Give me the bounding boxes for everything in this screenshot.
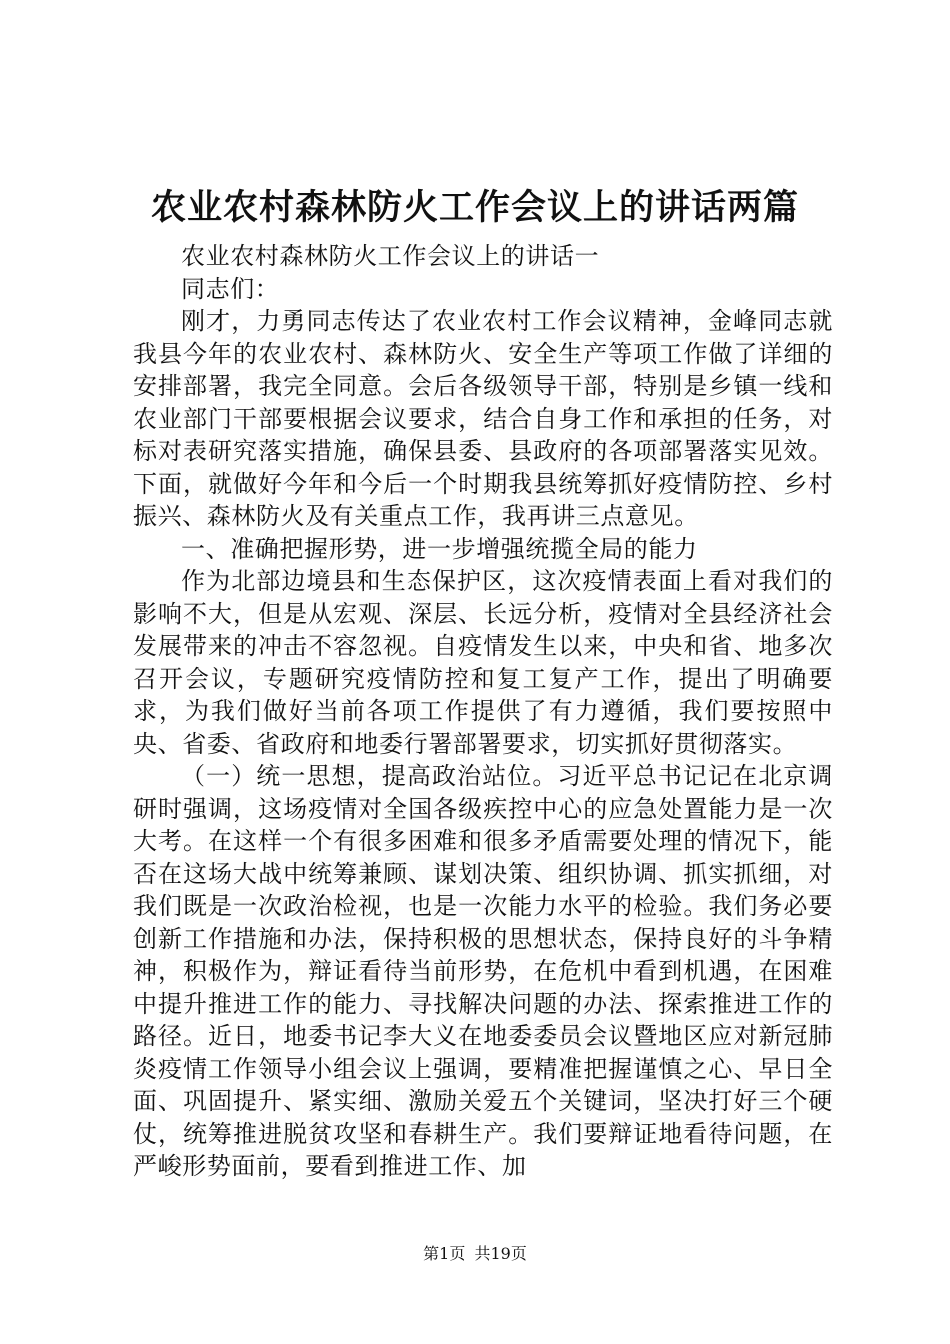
subtitle-paragraph: 农业农村森林防火工作会议上的讲话一	[181, 242, 600, 270]
body-paragraph: （一）统一思想，提高政治站位。习近平总书记记在北京调研时强调，这场疫情对全国各级疾控中心的应急处置能力是一次大考。在这样一个有很多困难和很多矛盾需要处理的情况下，能否在这场大战中统筹兼顾、谋划决策、组织协调、抓实抓细，对我们既是一次政治检视，也是一次能力水平的检验。我们务必要创新工作措施和办法，保持积极的思想状态，保持良好的斗争精神，积极作为，辩证看待当前形势，在危机中看到机遇，在困难中提升推进工作的能力、寻找解决问题的办法、探索推进工作的路径。近日，地委书记李大义在地委委员会议暨地区应对新冠肺炎疫情工作领导小组会议上强调，要精准把握谨慎之心、早日全面、巩固提升、紧实细、激励关爱五个关键词，坚决打好三个硬仗，统筹推进脱贫攻坚和春耕生产。我们要辩证地看待问题，在严峻形势面前，要看到推进工作、加	[133, 762, 833, 1180]
document-title: 农业农村森林防火工作会议上的讲话两篇	[150, 187, 799, 228]
body-paragraph: 刚才，力勇同志传达了农业农村工作会议精神，金峰同志就我县今年的农业农村、森林防火、安全生产等项工作做了详细的安排部署，我完全同意。会后各级领导干部，特别是乡镇一线和农业部门干部要根据会议要求，结合自身工作和承担的任务，对标对表研究落实措施，确保县委、县政府的各项部署落实见效。下面，就做好今年和今后一个时期我县统筹抓好疫情防控、乡村振兴、森林防火及有关重点工作，我再讲三点意见。	[133, 307, 833, 530]
body-paragraph: 作为北部边境县和生态保护区，这次疫情表面上看对我们的影响不大，但是从宏观、深层、长远分析，疫情对全县经济社会发展带来的冲击不容忽视。自疫情发生以来，中央和省、地多次召开会议，专题研究疫情防控和复工复产工作，提出了明确要求，为我们做好当前各项工作提供了有力遵循，我们要按照中央、省委、省政府和地委行署部署要求，切实抓好贯彻落实。	[133, 567, 833, 758]
page-number: 第1页	[423, 1244, 466, 1263]
page-footer	[0, 1242, 950, 1266]
section-heading: 一、准确把握形势，进一步增强统揽全局的能力	[181, 534, 698, 563]
document-body	[133, 240, 833, 1183]
salutation-paragraph: 同志们：	[181, 274, 280, 303]
page-total: 共19页	[474, 1244, 527, 1263]
